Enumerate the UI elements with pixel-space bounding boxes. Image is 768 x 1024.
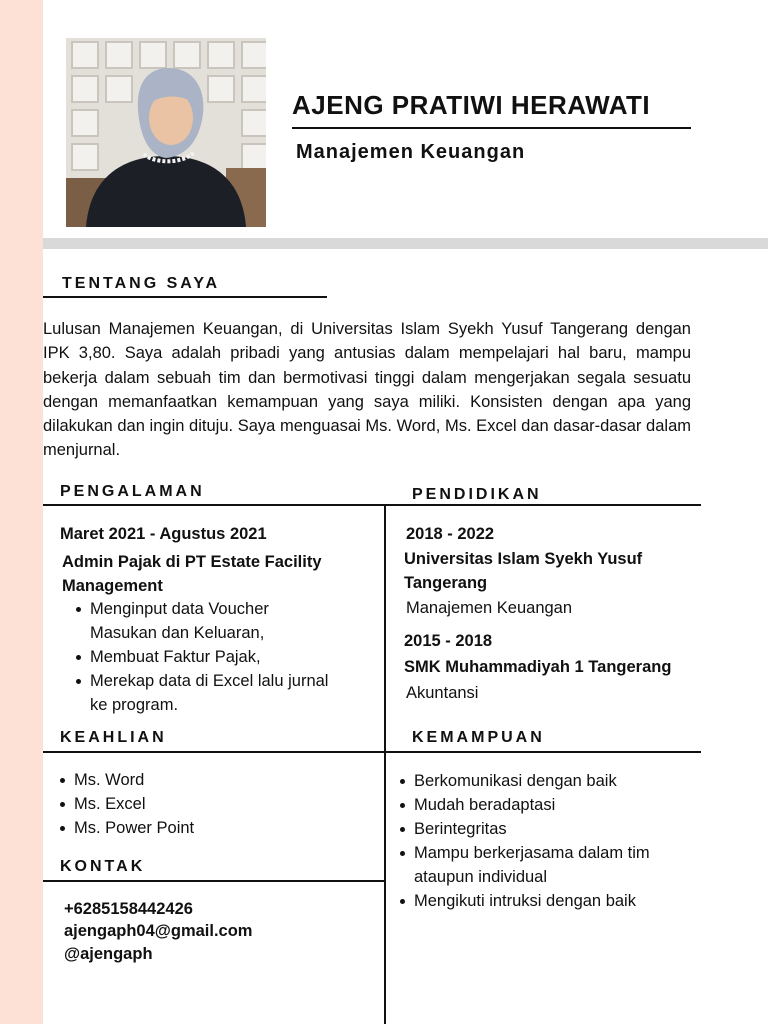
candidate-title: Manajemen Keuangan <box>296 141 526 163</box>
list-item: Berkomunikasi dengan baik <box>398 769 698 793</box>
list-item: Ms. Word <box>58 768 358 792</box>
education-heading: PENDIDIKAN <box>412 486 542 503</box>
list-item: Membuat Faktur Pajak, <box>74 645 374 669</box>
list-item: Ms. Excel <box>58 792 358 816</box>
experience-education-rule <box>43 504 701 506</box>
education-school-1-line2: Tangerang <box>404 574 488 592</box>
profile-photo-illustration <box>66 38 266 227</box>
abilities-list <box>398 769 698 913</box>
about-text: Lulusan Manajemen Keuangan, di Universitas Islam Syekh Yusuf Tangerang dengan IPK 3,80. Saya adalah pribadi yang antusias dalam mempelajari hal baru, mampu bekerja dalam sebuah tim dan bermotivasi tinggi dalam mengerjakan segala sesuatu dengan memanfaatkan kemampuan yang saya miliki. Konsisten dengan apa yang dilakukan dan ingin dituju. Saya menguasai Ms. Word, Ms. Excel dan dasar-dasar dalam menjurnal. <box>43 320 691 460</box>
education-school-2: SMK Muhammadiyah 1 Tangerang <box>404 658 672 676</box>
header-divider-bar <box>43 238 768 249</box>
list-item: Masukan dan Keluaran, <box>90 624 265 642</box>
education-years-2: 2015 - 2018 <box>404 632 493 650</box>
experience-heading: PENGALAMAN <box>60 483 205 500</box>
list-item: Menginput data Voucher <box>74 597 374 621</box>
contact-social: @ajengaph <box>64 945 153 963</box>
skills-abilities-rule <box>43 751 701 753</box>
list-item: Mampu berkerjasama dalam tim <box>398 841 698 865</box>
list-item: Berintegritas <box>398 817 698 841</box>
list-item: Mengikuti intruksi dengan baik <box>398 889 698 913</box>
list-item: ataupun individual <box>414 868 548 886</box>
contact-email: ajengaph04@gmail.com <box>64 922 253 940</box>
education-major-2: Akuntansi <box>406 684 479 702</box>
experience-period: Maret 2021 - Agustus 2021 <box>60 525 267 543</box>
education-school-1-line1: Universitas Islam Syekh Yusuf <box>404 550 643 568</box>
education-major-1: Manajemen Keuangan <box>406 599 573 617</box>
about-heading: TENTANG SAYA <box>62 275 221 292</box>
abilities-heading: KEMAMPUAN <box>412 729 545 746</box>
experience-role-line1: Admin Pajak di PT Estate Facility <box>62 553 322 571</box>
experience-task-list <box>74 597 374 717</box>
education-years-1: 2018 - 2022 <box>406 525 495 543</box>
list-item: ke program. <box>90 696 179 714</box>
about-heading-rule <box>43 296 327 298</box>
list-item: Merekap data di Excel lalu jurnal <box>74 669 374 693</box>
list-item: Ms. Power Point <box>58 816 358 840</box>
profile-photo <box>66 38 266 227</box>
candidate-name: AJENG PRATIWI HERAWATI <box>292 90 651 120</box>
name-underline <box>292 127 691 129</box>
experience-role-line2: Management <box>62 577 163 595</box>
contact-heading-rule <box>43 880 384 882</box>
contact-heading: KONTAK <box>60 858 146 875</box>
side-accent-stripe <box>0 0 43 1024</box>
list-item: Mudah beradaptasi <box>398 793 698 817</box>
contact-phone: +6285158442426 <box>64 900 193 918</box>
skills-heading: KEAHLIAN <box>60 729 167 746</box>
skills-list <box>58 768 358 840</box>
column-divider <box>384 505 386 1024</box>
